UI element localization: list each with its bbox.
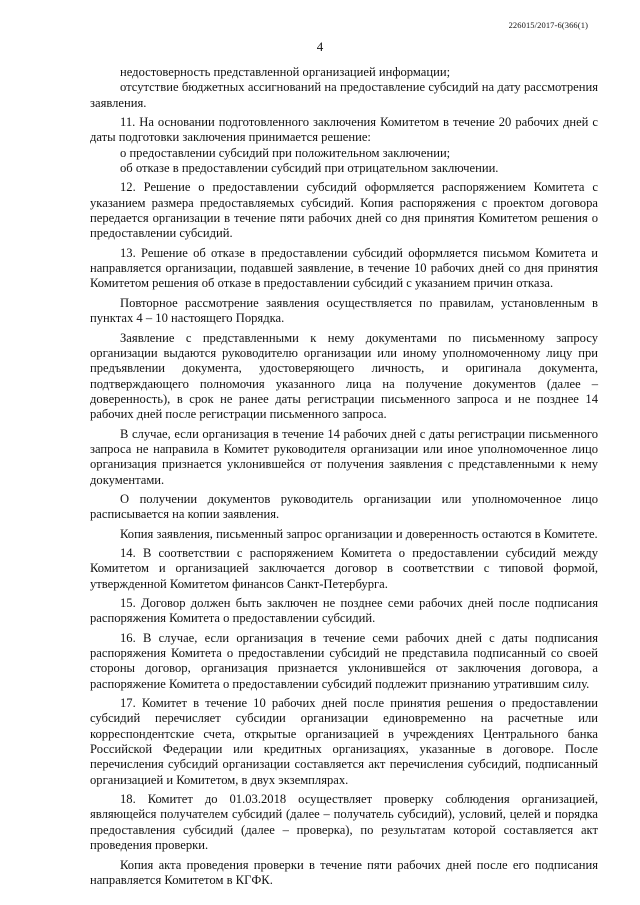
paragraph: Повторное рассмотрение заявления осуществляется по правилам, установленным в пунктах 4 – 10 настоящего Порядка. (90, 295, 598, 326)
document-body (90, 65, 598, 892)
paragraph: 12. Решение о предоставлении субсидий оформляется распоряжением Комитета с указанием размера предоставляемых субсидий. Копия распоряжения с проектом договора передается организации в течение пяти рабочих дней со дня принятия Комитетом решения о предоставлении субсидий. (90, 180, 598, 241)
paragraph: 14. В соответствии с распоряжением Комитета о предоставлении субсидий между Комитетом и организацией заключается договор в соответствии с типовой формой, утвержденной Комитетом финансов Санкт-Петербурга. (90, 545, 598, 591)
paragraph: отсутствие бюджетных ассигнований на предоставление субсидий на дату рассмотрения заявления. (90, 80, 598, 110)
paragraph: Копия акта проведения проверки в течение пяти рабочих дней после его подписания направляется Комитетом в КГФК. (90, 857, 598, 887)
paragraph: об отказе в предоставлении субсидий при отрицательном заключении. (120, 161, 499, 176)
paragraph: 15. Договор должен быть заключен не позднее семи рабочих дней после подписания распоряжения Комитета о предоставлении субсидий. (90, 596, 598, 626)
paragraph: О получении документов руководитель организации или уполномоченное лицо расписывается на копии заявления. (90, 491, 598, 522)
paragraph: 16. В случае, если организация в течение семи рабочих дней с даты подписания распоряжения Комитета о предоставлении субсидий не представила подписанный со своей стороны договор, организация признается уклонившейся от заключения договора, а распоряжение Комитета о предоставлении субсидий подлежит признанию утратившим силу. (90, 630, 598, 691)
page-number: 4 (316, 39, 324, 54)
paragraph: 11. На основании подготовленного заключения Комитетом в течение 20 рабочих дней с даты подготовки заключения принимается решение: (90, 115, 598, 145)
paragraph: Копия заявления, письменный запрос организации и доверенность остаются в Комитете. (120, 526, 598, 541)
paragraph: о предоставлении субсидий при положительном заключении; (120, 145, 451, 160)
paragraph: 13. Решение об отказе в предоставлении субсидий оформляется письмом Комитета и направляется организации, подавшей заявление, в течение 10 рабочих дней со дня принятия Комитетом решения об отказе в предоставлении субсидий с указанием причин отказа. (90, 245, 598, 291)
document-id: 226015/2017-6(366(1) (508, 20, 588, 30)
paragraph: Заявление с представленными к нему документами по письменному запросу организации выдаются руководителю организации или иному уполномоченному лицу при предъявлении документа, удостоверяющего личность, и оригинала документа, подтверждающего полномочия указанного лица на получение документов (далее – доверенность), в срок не ранее даты регистрации письменного запроса и не позднее 14 рабочих дней после регистрации письменного запроса. (90, 330, 598, 422)
paragraph: недостоверность представленной организацией информации; (120, 65, 451, 79)
paragraph: В случае, если организация в течение 14 рабочих дней с даты регистрации письменного запроса не направила в Комитет руководителя организации или иное уполномоченное лицо организация признается уклонившейся от получения заявления с представленными к нему документами. (90, 426, 598, 487)
paragraph: 17. Комитет в течение 10 рабочих дней после принятия решения о предоставлении субсидий перечисляет субсидии организации единовременно на расчетные или корреспондентские счета, открытые организацией в учреждениях Центрального банка Российской Федерации или кредитных организациях, указанные в договоре. После перечисления субсидий организации составляется акт перечисления субсидий, подписанный организацией и Комитетом, в двух экземплярах. (90, 696, 598, 787)
paragraph: 18. Комитет до 01.03.2018 осуществляет проверку соблюдения организацией, являющейся получателем субсидий (далее – получатель субсидий), условий, целей и порядка предоставления субсидий (далее – проверка), по результатам которой составляется акт проведения проверки. (90, 792, 598, 853)
